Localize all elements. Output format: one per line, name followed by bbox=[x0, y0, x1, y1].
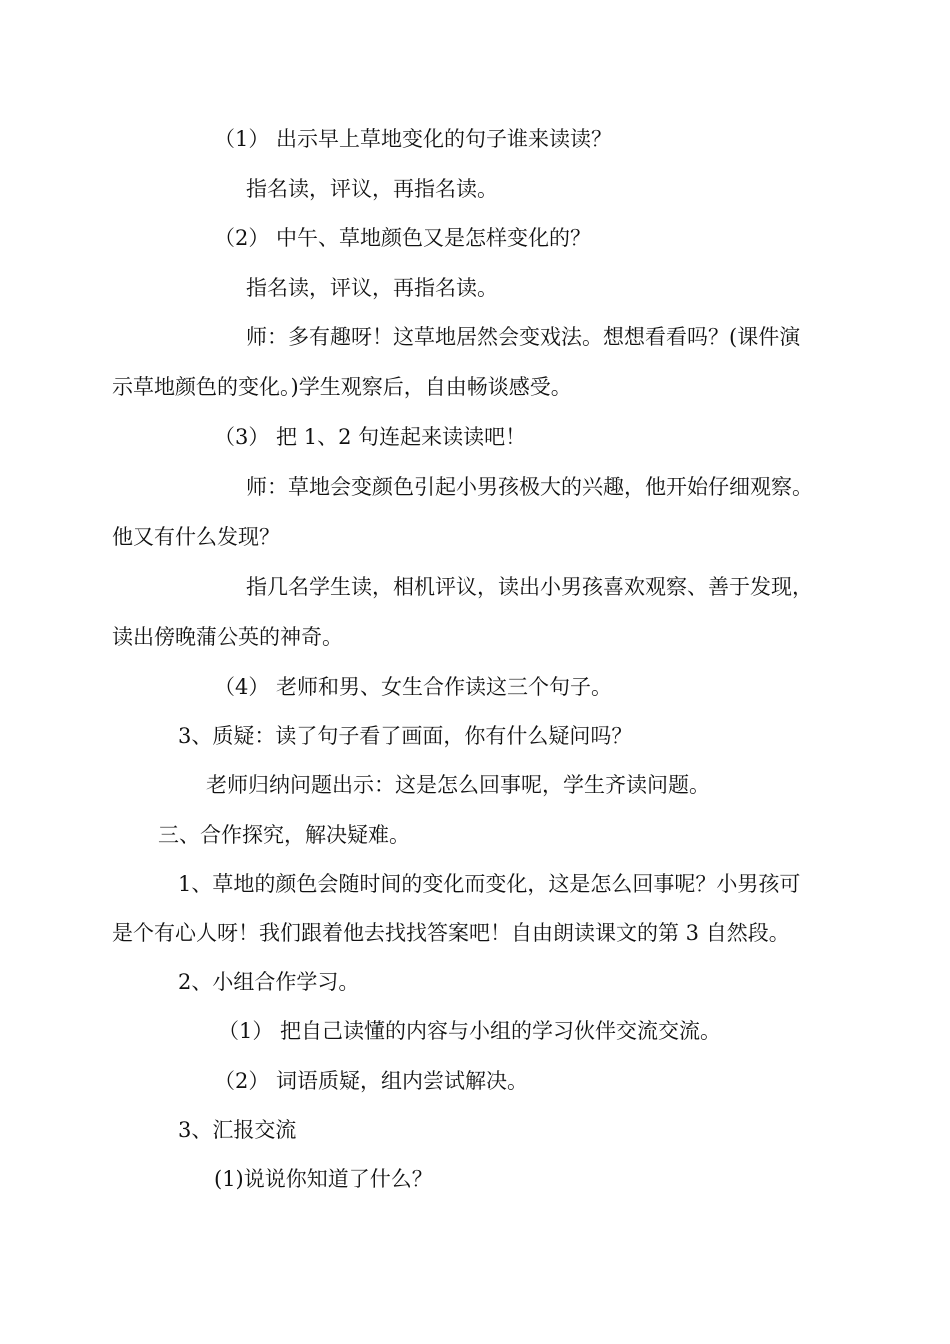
text-line: 指名读，评议，再指名读。 bbox=[246, 177, 498, 201]
text-line: （2） 词语质疑，组内尝试解决。 bbox=[214, 1069, 529, 1093]
text-line: (1)说说你知道了什么？ bbox=[214, 1167, 433, 1191]
text-line: 师：草地会变颜色引起小男孩极大的兴趣，他开始仔细观察。 bbox=[246, 475, 813, 499]
text-line: （1） 出示早上草地变化的句子谁来读读？ bbox=[214, 127, 613, 151]
text-line: 指几名学生读，相机评议，读出小男孩喜欢观察、善于发现， bbox=[246, 575, 813, 599]
text-line: 1、草地的颜色会随时间的变化而变化，这是怎么回事呢？小男孩可 bbox=[178, 872, 801, 896]
text-line: （1） 把自己读懂的内容与小组的学习伙伴交流交流。 bbox=[218, 1019, 722, 1043]
text-line: 2、小组合作学习。 bbox=[178, 970, 360, 994]
text-line: 3、汇报交流 bbox=[178, 1118, 297, 1142]
text-line: 3、质疑：读了句子看了画面，你有什么疑问吗？ bbox=[178, 724, 633, 748]
text-line: 指名读，评议，再指名读。 bbox=[246, 276, 498, 300]
text-line: 示草地颜色的变化。)学生观察后，自由畅谈感受。 bbox=[112, 375, 572, 399]
section-heading: 三、合作探究，解决疑难。 bbox=[158, 823, 410, 847]
text-line: 师：多有趣呀！这草地居然会变戏法。想想看看吗？(课件演 bbox=[246, 325, 801, 349]
text-line: （3） 把 1、2 句连起来读读吧！ bbox=[214, 425, 527, 449]
text-line: 他又有什么发现？ bbox=[112, 525, 280, 549]
text-line: （2） 中午、草地颜色又是怎样变化的？ bbox=[214, 226, 592, 250]
text-line: 读出傍晚蒲公英的神奇。 bbox=[112, 625, 343, 649]
text-line: 是个有心人呀！我们跟着他去找找答案吧！自由朗读课文的第 3 自然段。 bbox=[112, 921, 790, 945]
text-line: 老师归纳问题出示：这是怎么回事呢，学生齐读问题。 bbox=[206, 773, 710, 797]
text-line: （4） 老师和男、女生合作读这三个句子。 bbox=[214, 675, 613, 699]
